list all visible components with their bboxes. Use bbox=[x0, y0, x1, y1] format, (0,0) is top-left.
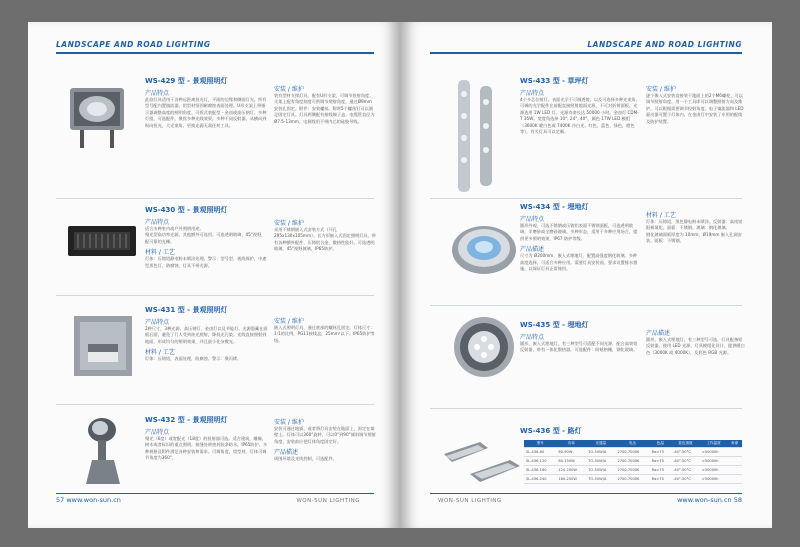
table-header-cell: 型号 bbox=[524, 440, 556, 448]
table-header-cell: 功率 bbox=[556, 440, 586, 448]
product-432-features-label: 产品特点 bbox=[145, 429, 170, 436]
table-row bbox=[524, 457, 742, 466]
table-cell: >50000h bbox=[700, 448, 727, 457]
left-footer-brand: WON-SUN LIGHTING bbox=[296, 498, 360, 504]
divider-5 bbox=[430, 305, 742, 306]
product-430-model: WS-430 型 - 景观照明灯 bbox=[145, 206, 228, 214]
table-cell: TO-50W/A bbox=[586, 457, 615, 466]
product-434-description-label: 产品描述 bbox=[520, 246, 545, 254]
product-429-features: 此款灯具适用于各种远距离投光灯，平面的边缘和侧面灯光。所有型号配内置镇流器。铝型材坚固耐腐蚀表面处理。U形支架上带指示器调整高度的照明角度。可拆式装配型 - 金卤或高压钠灯。多种灯组，可选配件，聚焦多种光线效果。多种不同反射器，从横向到纵向投光，大光束角。更换光源无需任何工具。 bbox=[145, 97, 267, 128]
product-435-description-label: 产品描述 bbox=[646, 330, 671, 337]
product-430-features-label: 产品特点 bbox=[145, 219, 170, 226]
product-434-description: 尺寸为 Ø200mm，嵌入式埋地灯，配置高强度钢化玻璃。多种高度选择，可适合多种应用。需要灯具安装前，要求设置排水措施，以保证灯具正常使用。 bbox=[520, 253, 638, 272]
table-cell: SL-436-120 bbox=[524, 457, 556, 466]
product-435-description: 圆形，嵌入式埋地灯，有三种型号可选，灯具配备铝反射器。使用 LED 光源，灯具模组化设计，提供暖白色（3000K 或 4000K），及彩色 RGB 光源。 bbox=[646, 337, 745, 355]
product-429-install-label: 安装 / 维护 bbox=[274, 86, 304, 93]
table-row bbox=[524, 448, 742, 457]
table-cell: >50000h bbox=[700, 475, 727, 484]
product-431-install-label: 安装 / 维护 bbox=[274, 318, 304, 325]
divider-4 bbox=[430, 198, 742, 199]
table-cell: 80-150W bbox=[556, 457, 586, 466]
product-436-photo bbox=[440, 434, 524, 484]
table-cell: 120-200W bbox=[556, 466, 586, 475]
product-431-material-label: 材料 / 工艺 bbox=[145, 349, 175, 357]
product-433-photo bbox=[452, 76, 504, 196]
table-cell bbox=[727, 457, 742, 466]
table-header-row bbox=[524, 440, 742, 448]
table-cell: 180-250W bbox=[556, 475, 586, 484]
product-432-model: WS-432 型 - 景观照明灯 bbox=[145, 416, 228, 424]
table-cell: Ra>75 bbox=[650, 475, 671, 484]
table-cell: Ra>75 bbox=[650, 448, 671, 457]
right-footer bbox=[677, 496, 742, 504]
product-434-material-label: 材料 / 工艺 bbox=[646, 212, 676, 219]
product-433-features-label: 产品特点 bbox=[520, 90, 545, 97]
product-433-install-label: 安装 / 维护 bbox=[646, 86, 676, 93]
table-cell: TO-50W/A bbox=[586, 448, 615, 457]
product-435-features: 圆形，嵌入式埋地灯，有三种型号可适配不同光源，配合高效铝反射器，带有一体化散热器。可选配件：防眩格栅，钢化玻璃。 bbox=[520, 341, 638, 353]
product-431-photo bbox=[72, 314, 134, 378]
table-cell bbox=[727, 466, 742, 475]
product-433-features: 4个多芯位射灯。表面光学不可调透镜，以及可选择多种光束角。可调的光学配件在前配直接照射地面光源，不可对折射面板。光源选用 1W LED 灯。光源寿命长达 50000 小时。金卤灯 CDM-T 35W。宽度角选择 10°, 24°, 40°，颜色 17W LED 模组（3600K 暖白色或 7400K 冷白光、红色、蓝色、绿色，橙色等），有关灯具可以定制。 bbox=[520, 97, 640, 135]
divider-6 bbox=[430, 408, 742, 409]
product-433-model: WS-433 型 - 草坪灯 bbox=[520, 77, 589, 85]
left-page bbox=[28, 22, 400, 528]
right-footer-url: www.won-sun.cn bbox=[677, 496, 732, 504]
right-page-number: 58 bbox=[733, 496, 742, 504]
product-429-model: WS-429 型 - 景观照明灯 bbox=[145, 77, 228, 85]
left-header-rule bbox=[56, 52, 374, 54]
right-header-rule bbox=[430, 52, 742, 54]
product-430-features: 适合多种室内或户外照明用途。 bbox=[145, 226, 204, 231]
product-431-features: 2种尺寸，3种光源，高压钠灯，金卤灯以及节能灯。光源隐藏在面板后面，避免了行人受到炫光照射，降低光污染。光线直接照射到地面，形成均匀的照明效果，并且最小化杂散光。 bbox=[145, 326, 268, 344]
product-429-features-label: 产品特点 bbox=[145, 90, 170, 97]
divider-3 bbox=[56, 404, 374, 405]
table-header-cell: 电压 bbox=[615, 440, 649, 448]
product-435-photo bbox=[448, 314, 520, 380]
product-432-description-label: 产品描述 bbox=[274, 449, 299, 457]
table-cell: Ra>75 bbox=[650, 457, 671, 466]
right-page bbox=[400, 22, 772, 528]
product-429-photo bbox=[64, 82, 130, 152]
table-cell: TO-50W/A bbox=[586, 466, 615, 475]
table-cell: 2700-7000K bbox=[615, 457, 649, 466]
table-cell bbox=[727, 448, 742, 457]
product-434-features-label: 产品特点 bbox=[520, 216, 545, 223]
product-431-features-label: 产品特点 bbox=[145, 319, 170, 326]
product-432-install-label: 安装 / 维护 bbox=[274, 419, 304, 426]
product-434-model: WS-434 型 - 埋地灯 bbox=[520, 203, 589, 211]
product-436-model: WS-436 型 - 路灯 bbox=[520, 427, 582, 435]
table-row bbox=[524, 475, 742, 484]
table-cell bbox=[727, 475, 742, 484]
product-430-material: 灯体：压铸铝静电粉末喷涂处理。警示：型号型，视线保护，中速型黑色灯，防腐蚀，灯具不带光源。 bbox=[145, 256, 267, 268]
product-432-photo bbox=[72, 414, 138, 486]
product-430-material-label: 材料 / 工艺 bbox=[145, 249, 175, 257]
product-430-features-2: 聚光型高功率光源，其他额外可选用。可选透明玻璃，45°视野，配可靠的光栅。 bbox=[145, 232, 266, 244]
product-431-install: 嵌入式照明灯具，通过底部的螺丝孔固定。灯体尺寸：1:1的比例，PG11接线盒，25mm²以下。IP65防护等级。 bbox=[274, 325, 375, 343]
table-cell: Ra>75 bbox=[650, 466, 671, 475]
left-footer-url: www.won-sun.cn bbox=[66, 496, 121, 504]
table-cell: 2700-7000K bbox=[615, 475, 649, 484]
product-436-spec-table bbox=[524, 440, 742, 484]
table-cell: -40°-50°C bbox=[671, 457, 700, 466]
product-432-description: 周围环境及光线控制，可选配件。 bbox=[274, 456, 337, 462]
product-433-install: 逐个嵌入式安装直接装于地面上的2个M6螺栓，可以调节照射角度。用一个工具即可以调整照射方向及维护，可以根据需要调节投射角度。电子镇流器和 LED 驱动器可置于灯体内。在金卤灯中安装了专用的配线及防护装置。 bbox=[646, 93, 744, 124]
table-header-cell: 寿命 bbox=[727, 440, 742, 448]
table-header-cell: 工作温度 bbox=[700, 440, 727, 448]
product-430-install-label: 安装 / 维护 bbox=[274, 220, 304, 227]
right-footer-rule bbox=[430, 493, 742, 494]
table-row bbox=[524, 466, 742, 475]
right-header: LANDSCAPE AND ROAD LIGHTING bbox=[587, 40, 742, 49]
product-435-model: WS-435 型 - 埋地灯 bbox=[520, 321, 589, 329]
product-431-material: 灯体：压铸铝，表面处理，防腐蚀。警示：聚丙烯。 bbox=[145, 356, 242, 362]
table-cell: >50000h bbox=[700, 457, 727, 466]
table-cell: -40°-50°C bbox=[671, 475, 700, 484]
left-page-number: 57 bbox=[56, 496, 65, 504]
table-header-cell: 光通量 bbox=[586, 440, 615, 448]
product-434-features: 圆形外观，可选不锈钢或压铸铝表面不锈钢面板，可选透明玻璃，半磨砂或全磨砂玻璃。多种形态，适用于多种应用场合，提供更多照明效果，IP67 防护等级。 bbox=[520, 223, 638, 241]
table-cell: -40°-50°C bbox=[671, 448, 700, 457]
product-434-photo bbox=[448, 218, 520, 278]
table-cell: SL-436-60 bbox=[524, 448, 556, 457]
product-435-features-label: 产品特点 bbox=[520, 334, 545, 341]
left-header: LANDSCAPE AND ROAD LIGHTING bbox=[56, 40, 211, 49]
table-cell: 2700-7000K bbox=[615, 466, 649, 475]
table-cell: 60-90W bbox=[556, 448, 586, 457]
table-cell: 2700-7000K bbox=[615, 448, 649, 457]
table-cell: SL-436-180 bbox=[524, 466, 556, 475]
divider-2 bbox=[56, 295, 374, 296]
table-cell: SL-436-240 bbox=[524, 475, 556, 484]
table-cell: TO-50W/A bbox=[586, 475, 615, 484]
left-footer-rule bbox=[56, 493, 374, 494]
table-cell: >50000h bbox=[700, 466, 727, 475]
product-434-install: 钢化玻璃面板厚度为 10mm，Ø19mm 嵌入孔洞安装。面板：不锈钢。 bbox=[646, 231, 742, 244]
left-footer bbox=[56, 496, 121, 504]
divider-1 bbox=[56, 198, 374, 199]
table-header-cell: 色温 bbox=[650, 440, 671, 448]
product-429-install: 装有型材支撑灯具，配有U形支架，可调节投射角度。支架上配有角度刻度可供调节照射角度，通过Ø9mm安装孔固定。附件：安装螺丝。附带5个螺丝钉可以满足固定灯具。灯具两侧配有接线端子盒。电缆管直径为Ø7.5-13mm。电源线用不带内芯的硅胶导线。 bbox=[274, 93, 375, 124]
product-430-install: 采用不锈钢嵌入式安装方式（开孔295x130x105mm）。长方形嵌入式固定照明灯具，带有各种额外配件，压铸铝合金，散热性能好。可选透明玻璃，45°视野玻璃，IP65防护。 bbox=[274, 227, 376, 252]
product-432-install: 安装可通过地插，或者将灯具安装在地面上，固定在墙壁上。灯体可以360°旋转，可以0°到90°倾斜调节照射角度，安装前应把灯体角度固定好。 bbox=[274, 426, 376, 444]
product-430-photo bbox=[66, 220, 138, 262]
product-434-material: 灯体：压铸铝，黑色静电粉末喷涂。反射器：高纯铝阳极氧化。面板：不锈钢。玻璃：钢化玻璃。 bbox=[646, 219, 743, 231]
table-header-cell: 显色指数 bbox=[671, 440, 700, 448]
right-footer-brand: WON-SUN LIGHTING bbox=[438, 498, 502, 504]
product-431-model: WS-431 型 - 景观照明灯 bbox=[145, 306, 228, 314]
table-cell: -40°-50°C bbox=[671, 466, 700, 475]
product-432-features: 聚光（6度）或宽配光（18度）的投射器可选。适合建筑，雕像，树木或者标识的重点照明。接缝处带密封胶条防水，IP65防护。多种规格及附件满足各种安装和需求。可调角度，铝型材。灯体可调节角度为360°。 bbox=[145, 436, 268, 461]
